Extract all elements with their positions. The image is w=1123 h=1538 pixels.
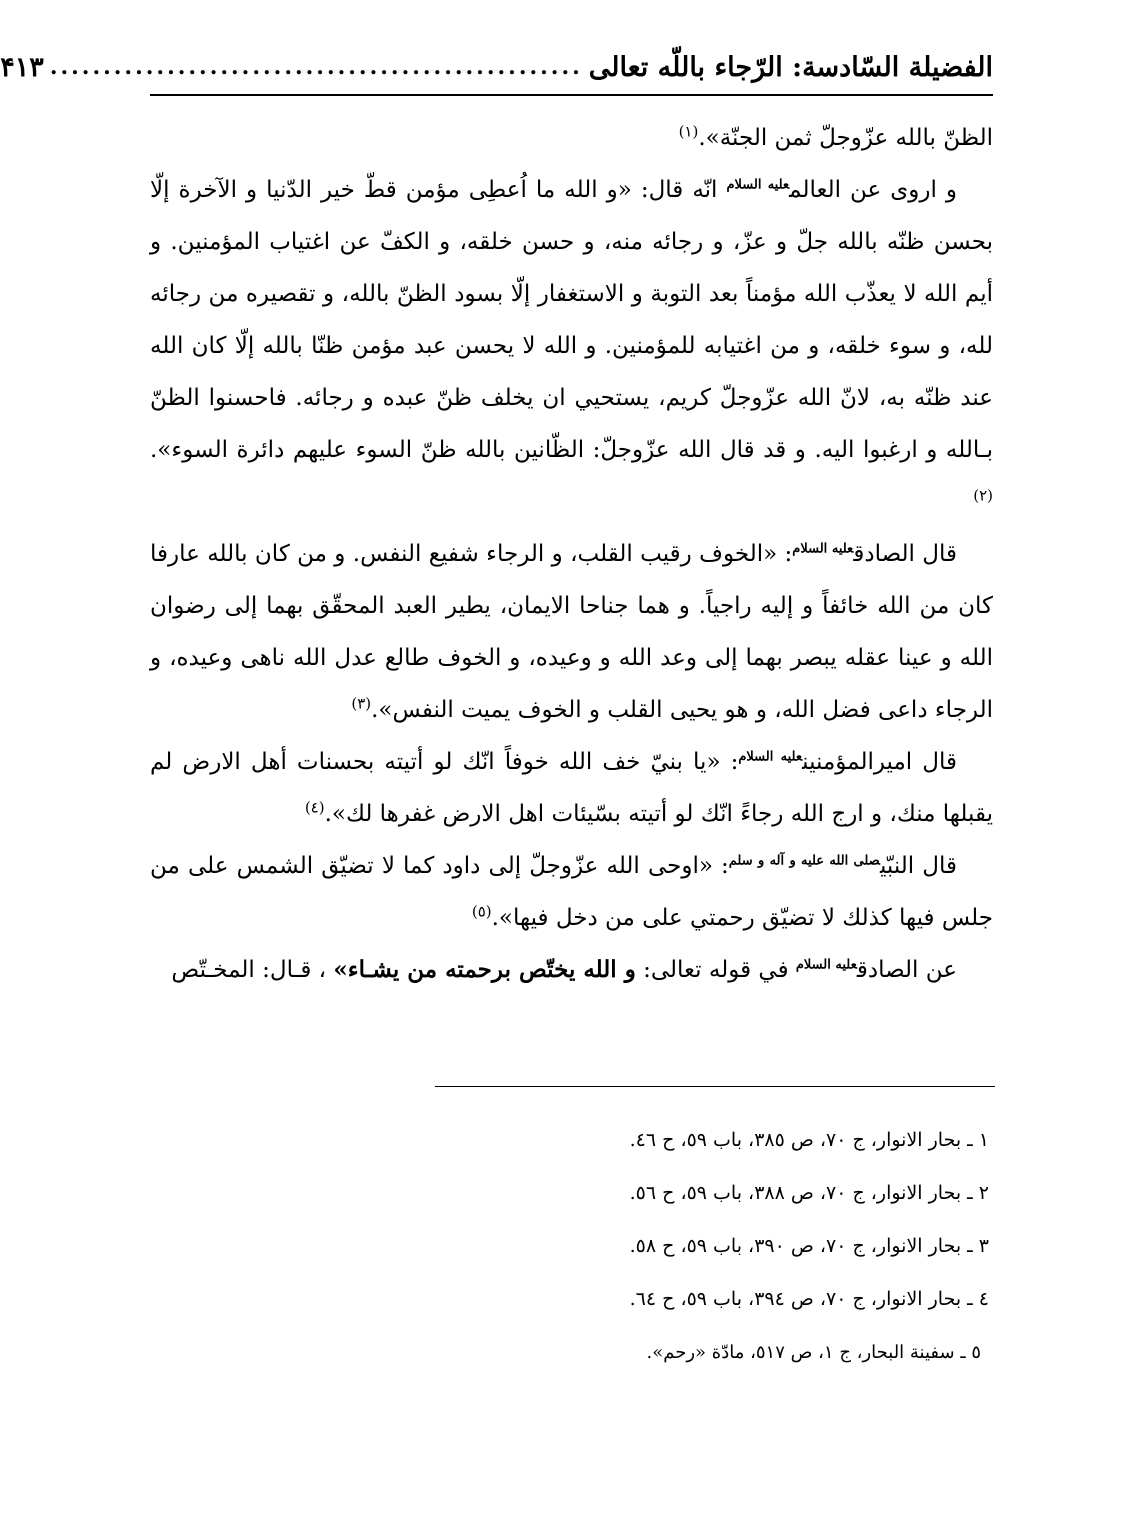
header-rule xyxy=(150,94,993,96)
footnote-rule xyxy=(435,1086,995,1087)
footnote-ref: (١) xyxy=(678,122,699,141)
main-text xyxy=(150,112,993,996)
footnote-5: ٥ ـ سفينة البحار، ج ١، ص ٥١٧، مادّة «رحم». xyxy=(646,1342,981,1363)
paragraph-3 xyxy=(150,528,993,736)
paragraph-4 xyxy=(150,736,993,840)
paragraph-text: الظنّ بالله عزّوجلّ ثمن الجنّة». xyxy=(698,125,993,151)
paragraph-text: و اروى عن العالم xyxy=(789,177,957,203)
footnote-ref: (٥) xyxy=(471,902,492,921)
paragraph-text: انّه قال: «و الله ما اُعطِى مؤمن قطّ خير الدّنيا و الآخرة إلّا بحسن ظنّه بالله جلّ و عزّ، و رجائه منه، و حسن خلقه، و الكفّ عن اغتياب المؤمنين. و أيم الله لا يعذّب الله مؤمناً بعد التوبة و الاستغفار إلّا بسود الظنّ بالله، و تقصيره من رجائه لله، و سوء خلقه، و من اغتيابه للمؤمنين. و الله لا يحسن عبد مؤمن ظنّا بالله إلّا كان الله عند ظنّه به، لانّ الله عزّوجلّ كريم، يستحيي ان يخلف ظنّ عبده و رجائه. فاحسنوا الظنّ بـالله و ارغبوا اليه. و قد قال الله عزّوجلّ: الظّانين بالله ظنّ السوء عليهم دائرة السوء». xyxy=(150,177,993,463)
paragraph-1 xyxy=(150,112,993,164)
header-title: الفضيلة السّادسة: الرّجاء باللّه تعالى xyxy=(588,51,993,83)
paragraph-2 xyxy=(150,164,993,528)
paragraph-text: قال النبّي xyxy=(879,853,958,879)
honorific-glyph: عليه السلام xyxy=(726,177,790,193)
paragraph-5 xyxy=(150,840,993,944)
paragraph-text: : «اوحى الله عزّوجلّ إلى داود كما لا تضيّق الشمس على من جلس فيها كذلك لا تضيّق رحمتي على من دخل فيها». xyxy=(150,853,993,931)
header-dot-leader: .................................................. xyxy=(49,54,583,80)
footnote-ref: (٢) xyxy=(973,486,993,505)
footnote-1: ١ ـ بحار الانوار، ج ٧٠، ص ٣٨٥، باب ٥٩، ح ٤٦. xyxy=(629,1129,989,1151)
footnotes xyxy=(435,1114,989,1379)
honorific-glyph: صلى الله عليه و آله و سلم xyxy=(728,853,880,869)
paragraph-text: قال اميرالمؤمنين xyxy=(802,749,957,775)
footnote-ref: (٤) xyxy=(304,798,325,817)
running-header xyxy=(0,44,993,90)
footnote-2: ٢ ـ بحار الانوار، ج ٧٠، ص ٣٨٨، باب ٥٩، ح ٥٦. xyxy=(629,1182,989,1204)
honorific-glyph: عليه السلام xyxy=(738,749,803,765)
paragraph-text: : «الخوف رقيب القلب، و الرجاء شفيع النفس. و من كان بالله عارفا كان من الله خائفاً و إليه راجياً. و هما جناحا الايمان، يطير العبد المحقّق بهما إلى رضوان الله و عينا عقله يبصر بهما إلى وعد الله و وعيده، و الخوف طالع عدل الله ناهى وعيده، و الرجاء داعى فضل الله، و هو يحيى القلب و الخوف يميت النفس». xyxy=(150,541,993,723)
paragraph-text: عن الصادق xyxy=(856,957,957,983)
paragraph-text: ، قـال: المخـتّص xyxy=(171,957,334,983)
paragraph-6 xyxy=(150,944,993,996)
page-number: ۴۱۳ xyxy=(0,51,44,83)
quran-quote: و الله يختّص برحمته من يشـاء» xyxy=(333,956,636,983)
honorific-glyph: عليه السلام xyxy=(795,957,857,973)
honorific-glyph: عليه السلام xyxy=(792,541,854,557)
paragraph-text: قال الصادق xyxy=(853,541,957,567)
footnote-3: ٣ ـ بحار الانوار، ج ٧٠، ص ٣٩٠، باب ٥٩، ح ٥٨. xyxy=(629,1235,989,1257)
footnote-4: ٤ ـ بحار الانوار، ج ٧٠، ص ٣٩٤، باب ٥٩، ح ٦٤. xyxy=(629,1288,989,1310)
footnote-ref: (٣) xyxy=(351,694,372,713)
paragraph-text: في قوله تعالى: xyxy=(635,957,796,983)
paragraph-text: : «يا بنيّ خف الله خوفاً انّك لو أتيته بحسنات أهل الارض لم يقبلها منك، و ارج الله رجاءً انّك لو أتيته بسّيئات اهل الارض غفرها لك». xyxy=(150,749,993,827)
